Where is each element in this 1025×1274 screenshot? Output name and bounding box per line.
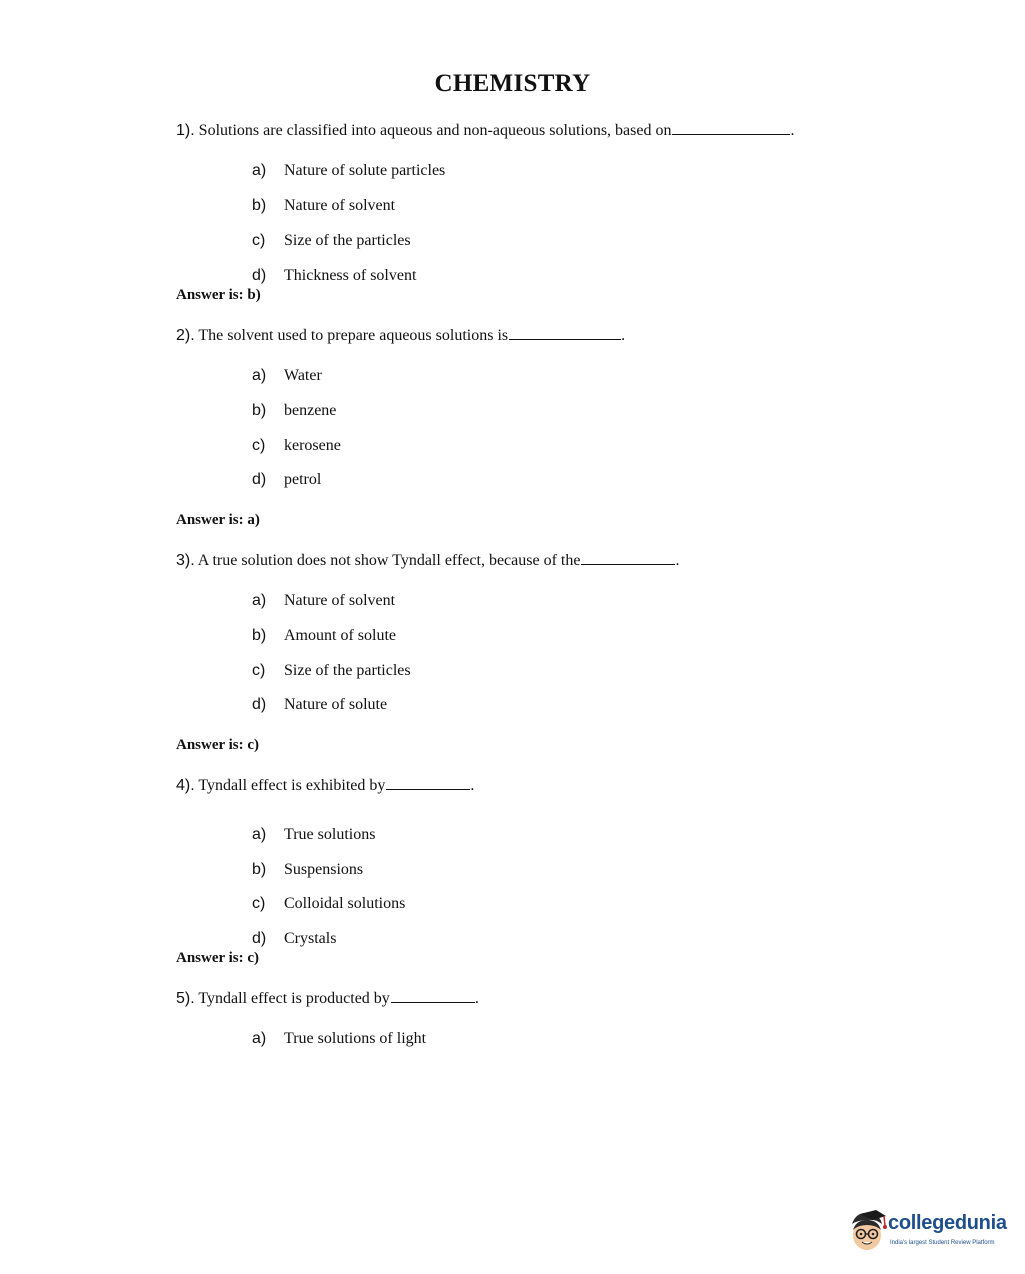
question-number: 3).: [176, 552, 195, 569]
question-text: A true solution does not show Tyndall effect, because of the: [197, 552, 581, 569]
option-letter: a): [252, 592, 267, 609]
option-text: Thickness of solvent: [284, 267, 417, 284]
question-end: .: [470, 777, 475, 794]
question-4: [176, 777, 474, 795]
option-5a: [252, 1030, 426, 1048]
option-text: Amount of solute: [284, 627, 396, 644]
option-text: Water: [284, 367, 322, 384]
option-letter: c): [252, 662, 266, 679]
option-3a: [252, 592, 395, 610]
answer-blank: [672, 133, 790, 135]
option-letter: a): [252, 162, 267, 179]
answer-3: Answer is: c): [176, 737, 260, 753]
question-number: 1).: [176, 122, 195, 139]
brand-name: collegedunia: [888, 1212, 1007, 1234]
option-text: petrol: [284, 471, 322, 488]
question-number: 5).: [176, 990, 195, 1007]
question-text: The solvent used to prepare aqueous solutions is: [198, 327, 509, 344]
option-4a: [252, 826, 375, 844]
answer-blank: [391, 1001, 475, 1003]
option-letter: c): [252, 437, 266, 454]
option-1d: [252, 267, 416, 285]
brand-tagline: India's largest Student Review Platform: [890, 1240, 995, 1246]
option-4b: [252, 861, 363, 879]
option-letter: d): [252, 267, 267, 284]
option-3d: [252, 696, 387, 714]
question-text: Solutions are classified into aqueous and non-aqueous solutions, based on: [198, 122, 672, 139]
option-1a: [252, 162, 445, 180]
answer-blank: [581, 563, 675, 565]
option-1b: [252, 197, 395, 215]
option-letter: c): [252, 232, 266, 249]
option-text: Crystals: [284, 930, 337, 947]
question-end: .: [474, 990, 479, 1007]
option-4c: [252, 895, 405, 913]
option-text: Size of the particles: [284, 232, 411, 249]
option-text: Colloidal solutions: [284, 895, 406, 912]
option-text: Size of the particles: [284, 662, 411, 679]
option-2a: [252, 367, 322, 385]
option-letter: b): [252, 197, 267, 214]
option-letter: b): [252, 861, 267, 878]
answer-blank: [509, 338, 621, 340]
option-letter: b): [252, 402, 267, 419]
option-text: benzene: [284, 402, 337, 419]
option-2d: [252, 471, 321, 489]
option-text: Nature of solute particles: [284, 162, 446, 179]
option-text: kerosene: [284, 437, 341, 454]
student-mascot-icon: [846, 1208, 890, 1254]
option-4d: [252, 930, 336, 948]
question-text: Tyndall effect is exhibited by: [198, 777, 386, 794]
question-end: .: [790, 122, 795, 139]
option-letter: d): [252, 930, 267, 947]
option-letter: c): [252, 895, 266, 912]
question-1: [176, 122, 794, 140]
option-letter: d): [252, 471, 267, 488]
option-text: True solutions: [284, 826, 376, 843]
option-text: True solutions of light: [284, 1030, 427, 1047]
answer-1: Answer is: b): [176, 287, 261, 303]
question-2: [176, 327, 625, 345]
answer-2: Answer is: a): [176, 512, 260, 528]
question-end: .: [675, 552, 680, 569]
option-text: Nature of solvent: [284, 592, 396, 609]
option-3b: [252, 627, 396, 645]
option-letter: b): [252, 627, 267, 644]
option-text: Suspensions: [284, 861, 364, 878]
answer-4: Answer is: c): [176, 950, 260, 966]
question-text: Tyndall effect is producted by: [198, 990, 390, 1007]
question-end: .: [621, 327, 626, 344]
option-text: Nature of solute: [284, 696, 388, 713]
option-2b: [252, 402, 336, 420]
option-letter: a): [252, 1030, 267, 1047]
question-number: 2).: [176, 327, 195, 344]
question-3: [176, 552, 679, 570]
page-title: CHEMISTRY: [434, 70, 591, 97]
collegedunia-logo: [846, 1208, 1014, 1254]
option-letter: d): [252, 696, 267, 713]
option-1c: [252, 232, 411, 250]
option-letter: a): [252, 826, 267, 843]
answer-blank: [386, 788, 470, 790]
option-2c: [252, 437, 341, 455]
option-text: Nature of solvent: [284, 197, 396, 214]
option-letter: a): [252, 367, 267, 384]
question-number: 4).: [176, 777, 195, 794]
option-3c: [252, 662, 411, 680]
question-5: [176, 990, 479, 1008]
